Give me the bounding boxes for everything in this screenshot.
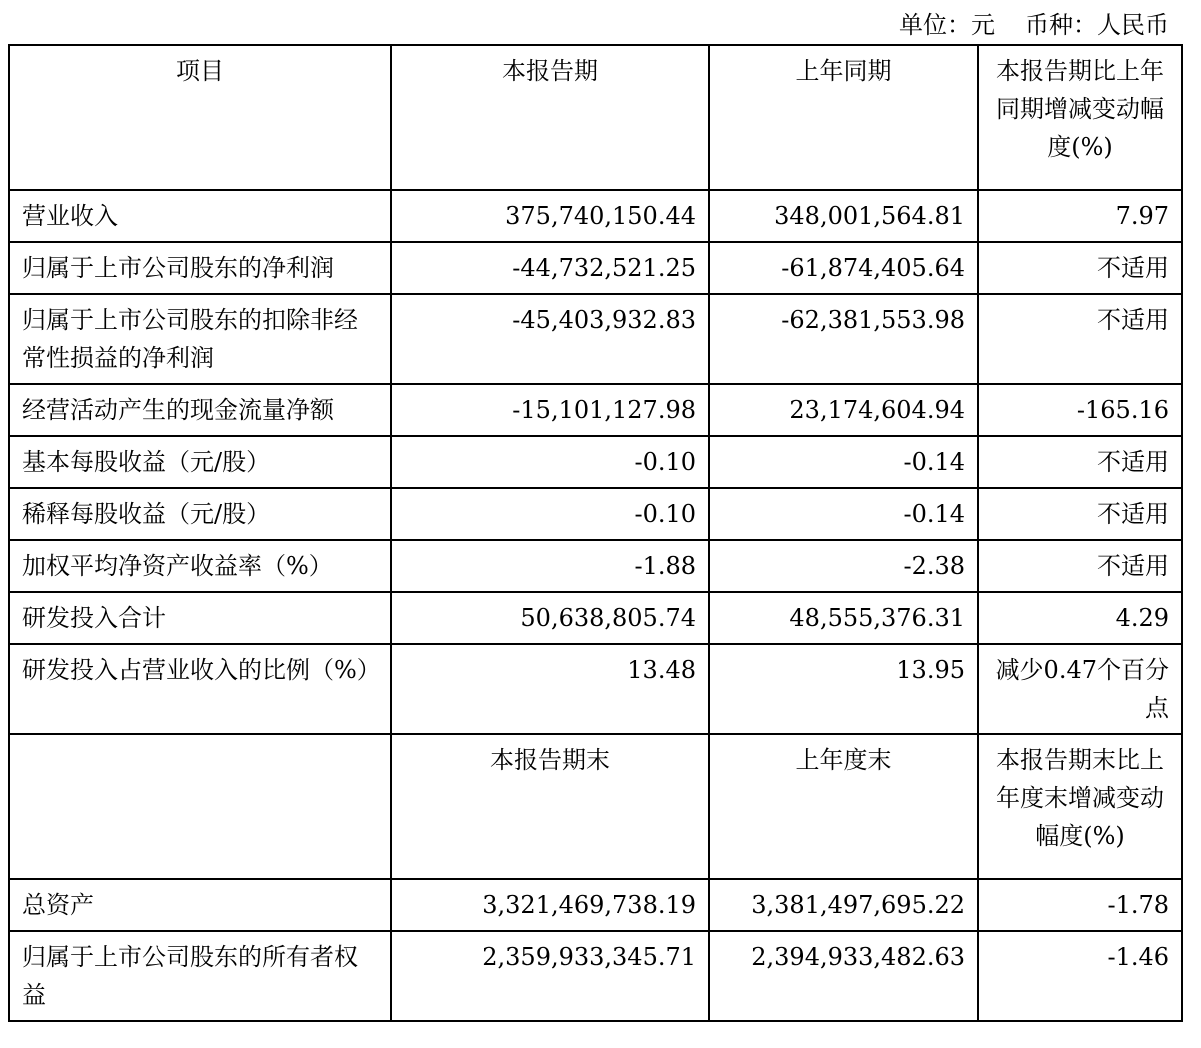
- change-value: -165.16: [978, 384, 1182, 436]
- subheader-change-rate: 本报告期末比上年度末增减变动幅度(%): [978, 734, 1182, 879]
- row-label: 总资产: [9, 879, 391, 931]
- prior-value: -61,874,405.64: [709, 242, 978, 294]
- table-row: [9, 294, 1182, 384]
- row-label: 稀释每股收益（元/股）: [9, 488, 391, 540]
- change-value: 不适用: [978, 436, 1182, 488]
- current-value: 13.48: [391, 644, 709, 734]
- row-label: 营业收入: [9, 190, 391, 242]
- prior-value: -0.14: [709, 436, 978, 488]
- table-row: [9, 931, 1182, 1021]
- table-row: [9, 540, 1182, 592]
- subheader-item: [9, 734, 391, 879]
- change-value: 不适用: [978, 488, 1182, 540]
- change-value: -1.46: [978, 931, 1182, 1021]
- current-value: 3,321,469,738.19: [391, 879, 709, 931]
- row-label: 研发投入占营业收入的比例（%）: [9, 644, 391, 734]
- row-label: 加权平均净资产收益率（%）: [9, 540, 391, 592]
- header-item: 项目: [9, 45, 391, 190]
- prior-value: -62,381,553.98: [709, 294, 978, 384]
- row-label: 归属于上市公司股东的扣除非经常性损益的净利润: [9, 294, 391, 384]
- prior-value: -2.38: [709, 540, 978, 592]
- prior-value: 23,174,604.94: [709, 384, 978, 436]
- table-row: [9, 592, 1182, 644]
- table-row: [9, 488, 1182, 540]
- change-value: 不适用: [978, 294, 1182, 384]
- table-row: [9, 436, 1182, 488]
- current-value: -44,732,521.25: [391, 242, 709, 294]
- prior-value: 2,394,933,482.63: [709, 931, 978, 1021]
- prior-value: 13.95: [709, 644, 978, 734]
- row-label: 归属于上市公司股东的所有者权益: [9, 931, 391, 1021]
- table-row: [9, 384, 1182, 436]
- prior-value: 48,555,376.31: [709, 592, 978, 644]
- current-value: -15,101,127.98: [391, 384, 709, 436]
- change-value: 不适用: [978, 242, 1182, 294]
- row-label: 研发投入合计: [9, 592, 391, 644]
- key-financial-data-table: [8, 44, 1183, 1022]
- currency-label: 币种：人民币: [1025, 11, 1169, 39]
- row-label: 归属于上市公司股东的净利润: [9, 242, 391, 294]
- current-value: -45,403,932.83: [391, 294, 709, 384]
- header-change-rate: 本报告期比上年同期增减变动幅度(%): [978, 45, 1182, 190]
- row-label: 经营活动产生的现金流量净额: [9, 384, 391, 436]
- header-prior-period: 上年同期: [709, 45, 978, 190]
- table-header-row: [9, 45, 1182, 190]
- change-value: 4.29: [978, 592, 1182, 644]
- prior-value: -0.14: [709, 488, 978, 540]
- prior-value: 348,001,564.81: [709, 190, 978, 242]
- current-value: 375,740,150.44: [391, 190, 709, 242]
- current-value: 50,638,805.74: [391, 592, 709, 644]
- current-value: -0.10: [391, 488, 709, 540]
- table-row: [9, 242, 1182, 294]
- subheader-prior-year-end: 上年度末: [709, 734, 978, 879]
- header-current-period: 本报告期: [391, 45, 709, 190]
- table-row: [9, 879, 1182, 931]
- prior-value: 3,381,497,695.22: [709, 879, 978, 931]
- subheader-period-end: 本报告期末: [391, 734, 709, 879]
- unit-note: [899, 8, 1169, 42]
- change-value: 不适用: [978, 540, 1182, 592]
- unit-label: 单位：元: [899, 11, 995, 39]
- row-label: 基本每股收益（元/股）: [9, 436, 391, 488]
- current-value: -0.10: [391, 436, 709, 488]
- change-value: -1.78: [978, 879, 1182, 931]
- current-value: -1.88: [391, 540, 709, 592]
- table-subheader-row: [9, 734, 1182, 879]
- current-value: 2,359,933,345.71: [391, 931, 709, 1021]
- table-row: [9, 644, 1182, 734]
- change-value: 减少0.47个百分点: [978, 644, 1182, 734]
- table-row: [9, 190, 1182, 242]
- change-value: 7.97: [978, 190, 1182, 242]
